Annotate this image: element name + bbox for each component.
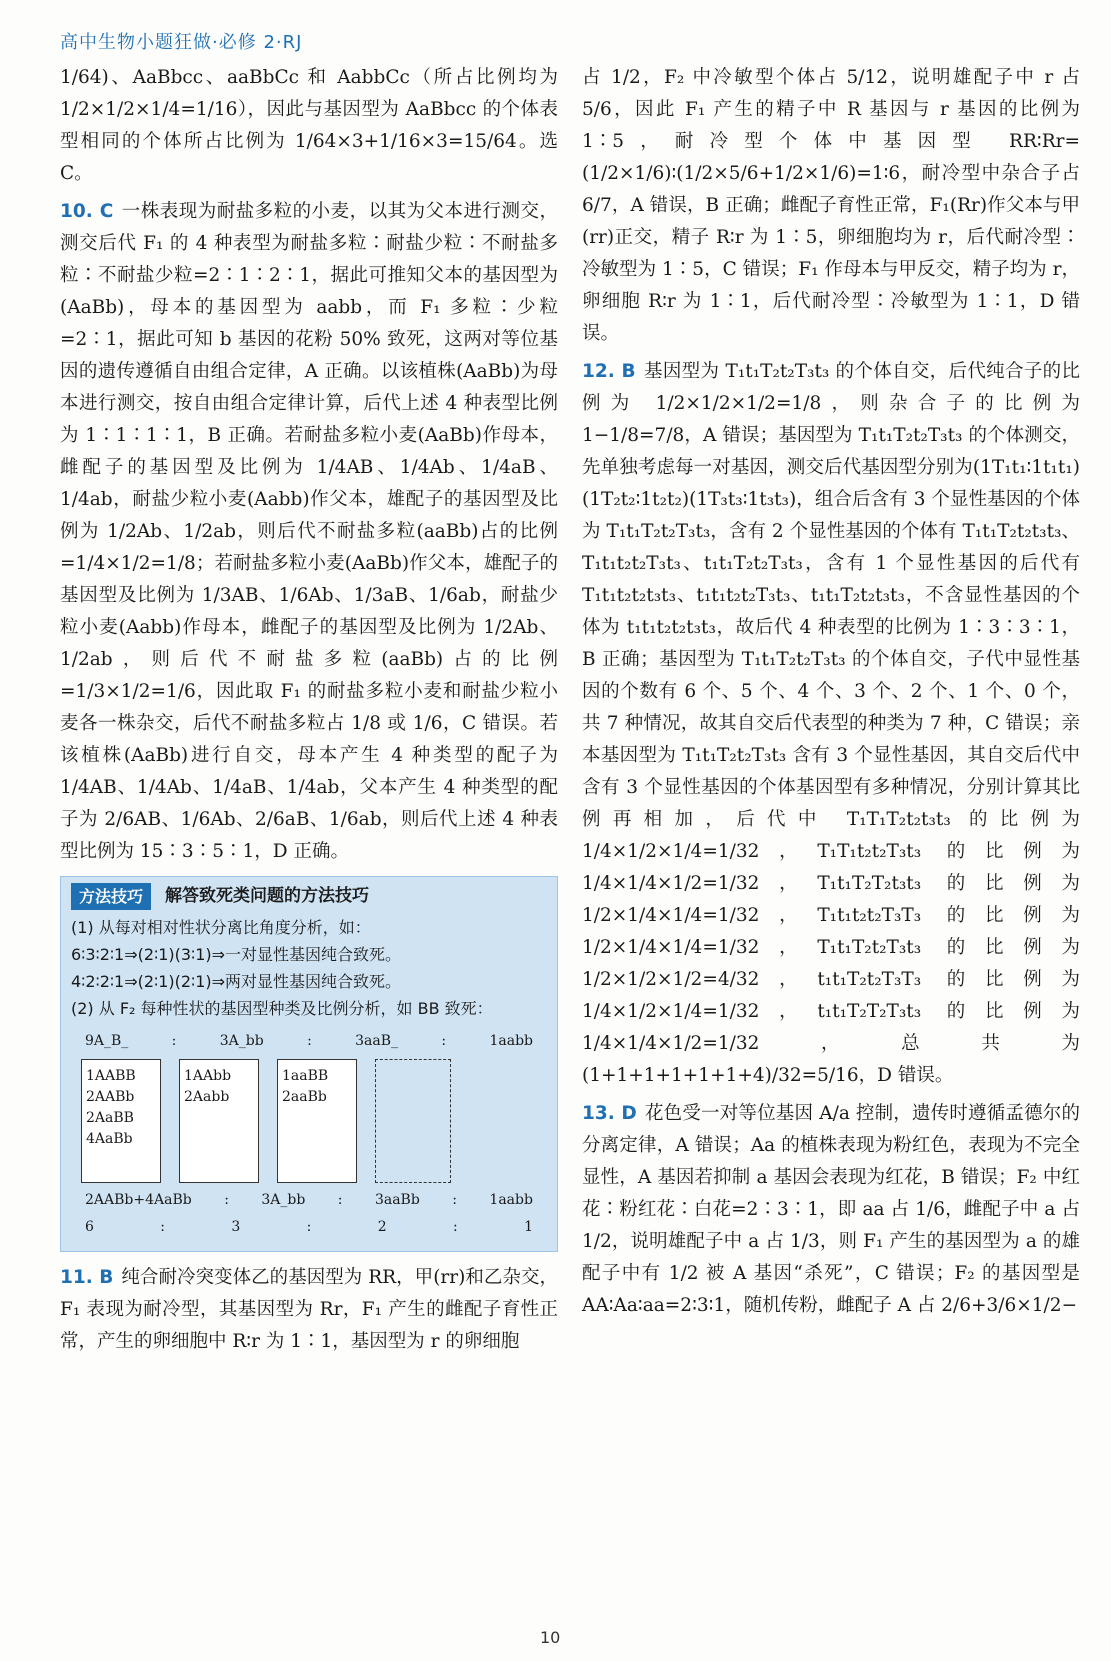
diagram-number-row: 6 : 3 : 2 : 1	[85, 1219, 533, 1235]
question-10-text: 一株表现为耐盐多粒的小麦，以其为父本进行测交，测交后代 F₁ 的 4 种表型为耐盐多粒∶耐盐少粒∶不耐盐多粒∶不耐盐少粒=2∶1∶2∶1，据此可推知父本的基因型为(AaBb)，母本的基因型为 aabb，而 F₁ 多粒∶少粒=2∶1，据此可知 b 基因的花粉 50% 致死，这两对等位基因的遗传遵循自由组合定律，A 正确。以该植株(AaBb)为母本进行测交，按自由组合定律计算，后代上述 4 种表型比例为 1∶1∶1∶1，B 正确。若耐盐多粒小麦(AaBb)作母本，雌配子的基因型及比例为 1/4AB、1/4Ab、1/4aB、1/4ab，耐盐少粒小麦(Aabb)作父本，雄配子的基因型及比例为 1/2Ab、1/2ab，则后代不耐盐多粒(aaBb)占的比例=1/4×1/2=1/8；若耐盐多粒小麦(AaBb)作父本，雄配子的基因型及比例为 1/3AB、1/6Ab、1/3aB、1/6ab，耐盐少粒小麦(Aabb)作母本，雌配子的基因型及比例为 1/2Ab、1/2ab，则后代不耐盐多粒(aaBb)占的比例=1/3×1/2=1/6，因此取 F₁ 的耐盐多粒小麦和耐盐少粒小麦各一株杂交，后代不耐盐多粒占 1/8 或 1/6，C 错误。若该植株(AaBb)进行自交，母本产生 4 种类型的配子为 1/4AB、1/4Ab、1/4aB、1/4ab，父本产生 4 种类型的配子为 2/6AB、1/6Ab、2/6aB、1/6ab，则后代上述 4 种表型比例为 15∶3∶5∶1，D 正确。	[60, 201, 558, 862]
page-number: 10	[540, 1628, 561, 1647]
genotype-box-3: 1aaBB 2aaBb	[277, 1059, 357, 1183]
left-column	[60, 62, 558, 1622]
question-11	[60, 1262, 558, 1358]
lethality-diagram	[71, 1028, 547, 1241]
page-body	[60, 62, 1080, 1622]
question-10	[60, 196, 558, 868]
question-11-text: 纯合耐冷突变体乙的基因型为 RR，甲(rr)和乙杂交，F₁ 表现为耐冷型，其基因型为 Rr，F₁ 产生的雌配子育性正常，产生的卵细胞中 R∶r 为 1∶1，基因型为 r 的卵细胞	[60, 1267, 558, 1352]
question-11-continuation: 占 1/2，F₂ 中冷敏型个体占 5/12，说明雄配子中 r 占 5/6，因此 F₁ 产生的精子中 R 基因与 r 基因的比例为 1∶5，耐冷型个体中基因型 RR∶Rr=(1/2×1/6)∶(1/2×5/6+1/2×1/6)=1∶6，耐冷型中杂合子占 6/7，A 错误，B 正确；雌配子育性正常，F₁(Rr)作父本与甲(rr)正交，精子 R∶r 为 1∶5，卵细胞均为 r，后代耐冷型∶冷敏型为 1∶5，C 错误；F₁ 作母本与甲反交，精子均为 r，卵细胞 R∶r 为 1∶1，后代耐冷型∶冷敏型为 1∶1，D 错误。	[582, 67, 1080, 344]
method-tag: 方法技巧	[71, 883, 151, 910]
diagram-bottom-row: 2AABb+4AaBb : 3A_bb : 3aaBb : 1aabb	[85, 1192, 533, 1208]
tips-line-2: 6∶3∶2∶1⇒(2∶1)(3∶1)⇒一对显性基因纯合致死。	[71, 945, 402, 964]
tips-line-1: (1) 从每对相对性状分离比角度分析，如：	[71, 918, 371, 937]
genotype-box-2: 1AAbb 2Aabb	[179, 1059, 259, 1183]
paragraph-continuation: 1/64)、AaBbcc、aaBbCc 和 AabbCc（所占比例均为 1/2×1/2×1/4=1/16），因此与基因型为 AaBbcc 的个体表型相同的个体所占比例为 1/64×3+1/16×3=15/64。选 C。	[60, 67, 558, 184]
question-13-text: 花色受一对等位基因 A/a 控制，遗传时遵循孟德尔的分离定律，A 错误；Aa 的植株表现为粉红色，表现为不完全显性，A 基因若抑制 a 基因会表现为红花，B 错误；F₂ 中红花∶粉红花∶白花=2∶3∶1，即 aa 占 1/6，雌配子中 a 占 1/2，说明雄配子中 a 占 1/3，则 F₁ 产生的基因型为 a 的雄配子中有 1/2 被 A 基因“杀死”，C 错误；F₂ 的基因型是 AA∶Aa∶aa=2∶3∶1，随机传粉，雌配子 A 占 2/6+3/6×1/2−	[582, 1103, 1080, 1316]
book-header: 高中生物小题狂做·必修 2·RJ	[60, 32, 303, 53]
tips-line-3: 4∶2∶2∶1⇒(2∶1)(2∶1)⇒两对显性基因纯合致死。	[71, 972, 402, 991]
question-12-text: 基因型为 T₁t₁T₂t₂T₃t₃ 的个体自交，后代纯合子的比例为 1/2×1/2×1/2=1/8，则杂合子的比例为 1−1/8=7/8，A 错误；基因型为 T₁t₁T₂t₂T₃t₃ 的个体测交，先单独考虑每一对基因，测交后代基因型分别为(1T₁t₁∶1t₁t₁)(1T₂t₂∶1t₂t₂)(1T₃t₃∶1t₃t₃)，组合后含有 3 个显性基因的个体为 T₁t₁T₂t₂T₃t₃，含有 2 个显性基因的个体有 T₁t₁T₂t₂t₃t₃、T₁t₁t₂t₂T₃t₃、t₁t₁T₂t₂T₃t₃，含有 1 个显性基因的后代有 T₁t₁t₂t₂t₃t₃、t₁t₁t₂t₂T₃t₃、t₁t₁T₂t₂t₃t₃，不含显性基因的个体为 t₁t₁t₂t₂t₃t₃，故后代 4 种表型的比例为 1∶3∶3∶1，B 正确；基因型为 T₁t₁T₂t₂T₃t₃ 的个体自交，子代中显性基因的个数有 6 个、5 个、4 个、3 个、2 个、1 个、0 个，共 7 种情况，故其自交后代表型的种类为 7 种，C 错误；亲本基因型为 T₁t₁T₂t₂T₃t₃ 含有 3 个显性基因，其自交后代中含有 3 个显性基因的个体基因型有多种情况，分别计算其比例再相加，后代中 T₁T₁T₂t₂t₃t₃ 的比例为 1/4×1/2×1/4=1/32，T₁T₁t₂t₂T₃t₃ 的比例为 1/4×1/4×1/2=1/32，T₁t₁T₂T₂t₃t₃ 的比例为 1/2×1/4×1/4=1/32，T₁t₁t₂t₂T₃T₃ 的比例为 1/2×1/4×1/4=1/32，T₁t₁T₂t₂T₃t₃ 的比例为 1/2×1/2×1/2=4/32，t₁t₁T₂t₂T₃T₃ 的比例为 1/4×1/2×1/4=1/32，t₁t₁T₂T₂T₃t₃ 的比例为 1/4×1/4×1/2=1/32，总共为 (1+1+1+1+1+1+4)/32=5/16，D 错误。	[582, 361, 1080, 1086]
question-12	[582, 356, 1080, 1092]
tips-line-4: (2) 从 F₂ 每种性状的基因型种类及比例分析，如 BB 致死：	[71, 999, 493, 1018]
question-12-number: 12. B	[582, 361, 636, 382]
method-title: 解答致死类问题的方法技巧	[165, 886, 370, 906]
genotype-box-4	[375, 1059, 451, 1183]
method-tips-box	[60, 876, 558, 1252]
question-11-number: 11. B	[60, 1267, 114, 1288]
diagram-top-row: 9A_B_ : 3A_bb : 3aaB_ : 1aabb	[85, 1033, 533, 1049]
diagram-boxes	[71, 1055, 547, 1187]
right-column	[582, 62, 1080, 1622]
question-13-number: 13. D	[582, 1103, 637, 1124]
question-13	[582, 1098, 1080, 1322]
genotype-box-1: 1AABB 2AABb 2AaBB 4AaBb	[81, 1059, 161, 1183]
question-10-number: 10. C	[60, 201, 114, 222]
